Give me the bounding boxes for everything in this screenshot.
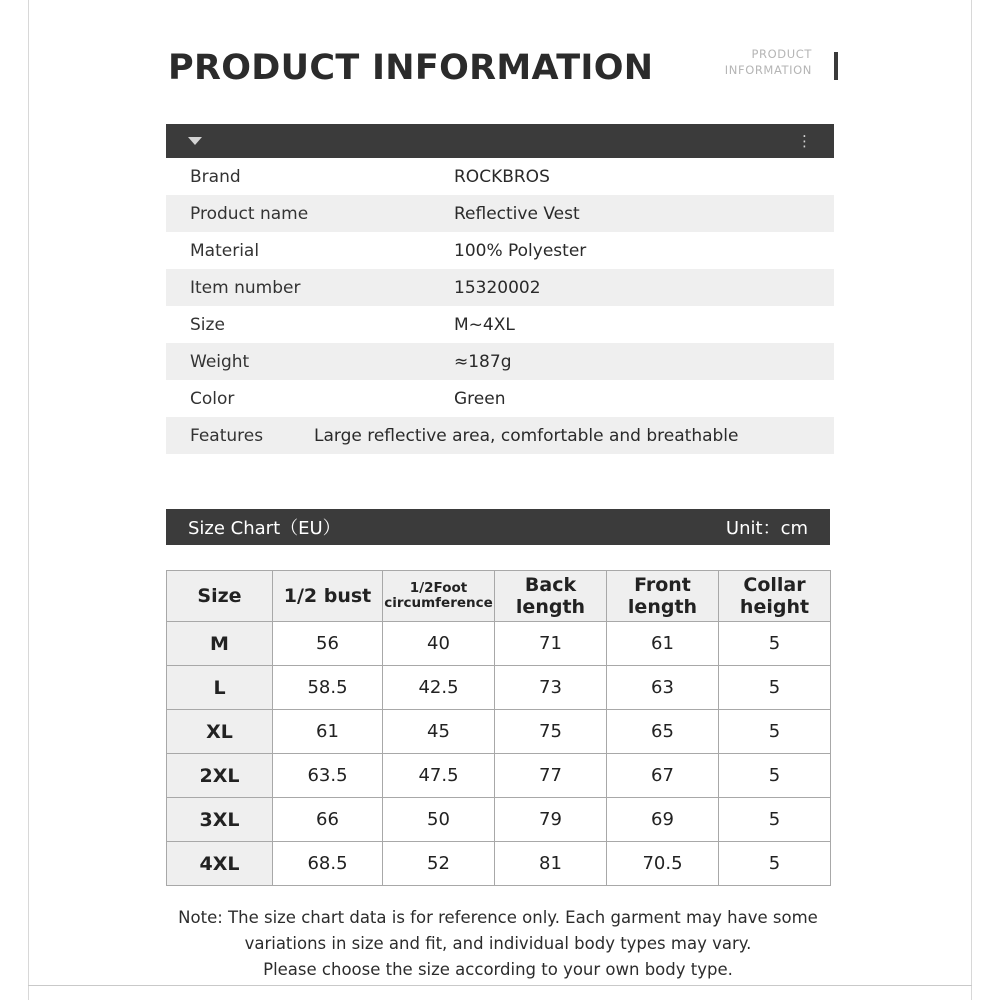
table-row [166,306,834,343]
page-subtitle-line1: PRODUCT [751,47,812,61]
table-row [167,666,831,710]
product-info-table [166,124,834,454]
size-chart-header-cell [383,571,495,622]
more-options-icon[interactable]: ⋮ [797,132,812,150]
front-length-cell: 67 [607,754,719,798]
table-row [166,269,834,306]
size-chart-header-cell: Collar height [719,571,831,622]
header-accent-bar [834,52,838,80]
info-row-key: Material [190,240,260,261]
size-chart-note [166,905,830,983]
bust-cell: 61 [273,710,383,754]
page-left-border [28,0,29,1000]
info-row-value: 15320002 [454,277,541,298]
table-row [167,754,831,798]
front-length-cell: 70.5 [607,842,719,886]
page-subtitle-line2: INFORMATION [724,63,812,77]
foot-circumference-cell: 47.5 [383,754,495,798]
back-length-cell: 77 [495,754,607,798]
size-cell: 4XL [167,842,273,886]
bust-cell: 58.5 [273,666,383,710]
size-cell: L [167,666,273,710]
note-line-1: Note: The size chart data is for reference only. Each garment may have some [178,908,818,927]
table-row [166,158,834,195]
info-row-value: ROCKBROS [454,166,550,187]
info-row-value: M~4XL [454,314,515,335]
back-length-cell: 75 [495,710,607,754]
page-subtitle [702,46,812,78]
size-chart-table [166,570,831,886]
front-length-cell: 65 [607,710,719,754]
size-chart-unit: Unit：cm [725,518,808,539]
size-chart-header-cell: Front length [607,571,719,622]
front-length-cell: 69 [607,798,719,842]
foot-circumference-cell: 40 [383,622,495,666]
info-row-key: Weight [190,351,250,372]
info-row-value: Large reflective area, comfortable and breathable [314,425,739,446]
back-length-cell: 73 [495,666,607,710]
size-chart-header-cell: 1/2 bust [273,571,383,622]
foot-circumference-cell: 50 [383,798,495,842]
info-row-key: Color [190,388,235,409]
info-row-key: Product name [190,203,309,224]
header-small-line1: 1/2Foot [409,580,468,596]
size-cell: 3XL [167,798,273,842]
size-chart-header-cell: Back length [495,571,607,622]
collar-height-cell: 5 [719,754,831,798]
table-row [167,842,831,886]
table-row [166,343,834,380]
note-line-3: Please choose the size according to your own body type. [263,960,733,979]
table-row [166,417,834,454]
info-row-key: Brand [190,166,241,187]
foot-circumference-cell: 45 [383,710,495,754]
note-line-2: variations in size and fit, and individual body types may vary. [244,934,752,953]
table-row [167,710,831,754]
page-title: PRODUCT INFORMATION [168,48,654,88]
page-bottom-rule [28,985,972,986]
table-row [166,195,834,232]
size-chart-header-row [167,571,831,622]
back-length-cell: 71 [495,622,607,666]
collar-height-cell: 5 [719,622,831,666]
info-row-key: Item number [190,277,301,298]
collar-height-cell: 5 [719,842,831,886]
bust-cell: 63.5 [273,754,383,798]
size-chart-header-cell: Size [167,571,273,622]
product-info-table-header [166,124,834,158]
back-length-cell: 79 [495,798,607,842]
size-cell: M [167,622,273,666]
collar-height-cell: 5 [719,666,831,710]
collar-height-cell: 5 [719,798,831,842]
page-header [168,40,840,100]
info-row-value: ≈187g [454,351,512,372]
size-cell: 2XL [167,754,273,798]
size-cell: XL [167,710,273,754]
size-chart-banner [166,509,830,545]
size-chart-title: Size Chart（EU） [188,518,341,539]
front-length-cell: 63 [607,666,719,710]
table-row [167,798,831,842]
collar-height-cell: 5 [719,710,831,754]
front-length-cell: 61 [607,622,719,666]
foot-circumference-cell: 52 [383,842,495,886]
back-length-cell: 81 [495,842,607,886]
table-row [166,380,834,417]
info-row-value: Reflective Vest [454,203,580,224]
info-row-value: 100% Polyester [454,240,587,261]
foot-circumference-cell: 42.5 [383,666,495,710]
info-row-key: Size [190,314,225,335]
table-row [166,232,834,269]
chevron-down-icon[interactable] [188,137,202,145]
info-row-key: Features [190,425,264,446]
header-small-line2: circumference [384,595,493,611]
info-row-value: Green [454,388,506,409]
page-right-border [971,0,972,1000]
bust-cell: 66 [273,798,383,842]
table-row [167,622,831,666]
bust-cell: 56 [273,622,383,666]
bust-cell: 68.5 [273,842,383,886]
